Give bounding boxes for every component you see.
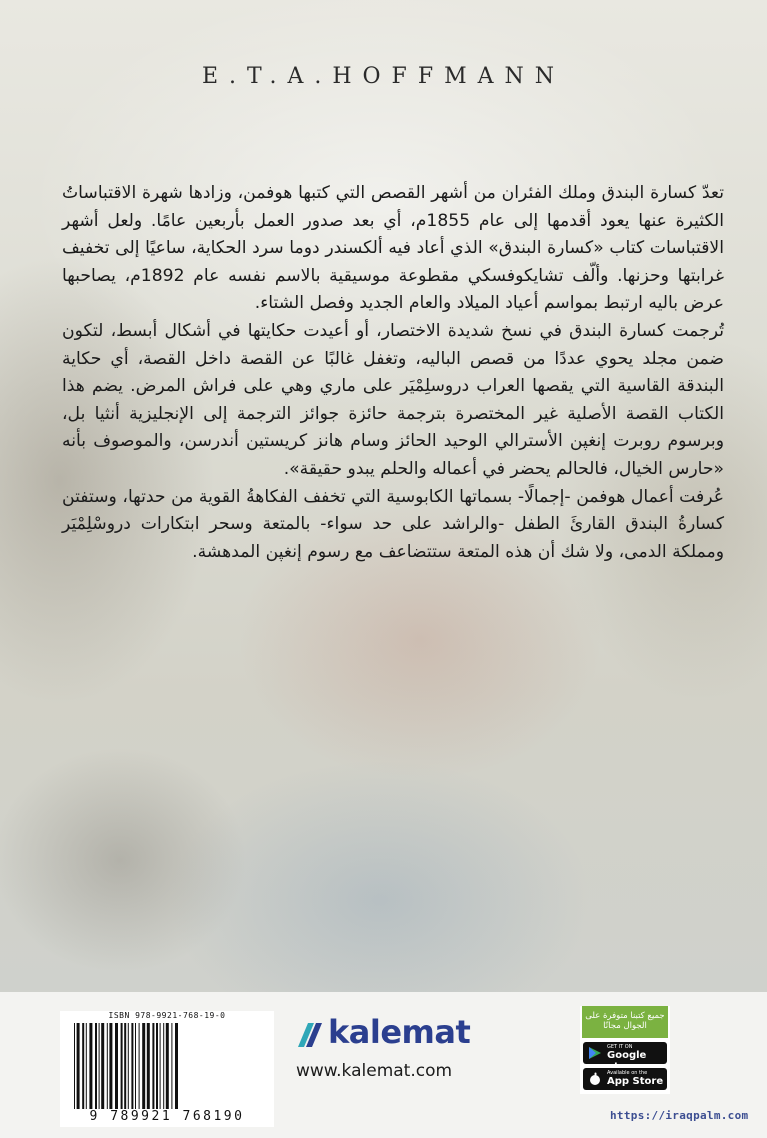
badge-heading: جميع كتبنا متوفرة على الجوال مجانًا: [582, 1006, 668, 1038]
app-store-badge[interactable]: [583, 1068, 667, 1090]
barcode-bar: [135, 1023, 136, 1109]
barcode-bar: [152, 1023, 154, 1109]
app-store-badges: [580, 1006, 670, 1094]
blurb-text: [62, 180, 724, 566]
watermark-url: https://iraqpalm.com: [610, 1109, 749, 1122]
apple-icon: [588, 1072, 602, 1086]
barcode-bar: [147, 1023, 150, 1109]
barcode-bar: [142, 1023, 145, 1109]
google-play-small: GET IT ON: [607, 1044, 633, 1050]
blurb-paragraph-3: عُرفت أعمال هوفمن -إجمالًا- بسماتها الكابوسية التي تخفف الفكاهةُ القوية من حدتها، وستفتن كسارةُ البندق القارئَ الطفل -والراشد على حد سواء- بالمتعة وسحر ابتكارات دروسْلِمْيَر ومملكة الدمى، ولا شك أن هذه المتعة ستتضاعف مع رسوم إنغپن المدهشة.: [62, 486, 724, 562]
logo-mark-icon: [296, 1019, 326, 1049]
barcode-bar: [95, 1023, 97, 1109]
barcode-bar: [101, 1023, 104, 1109]
barcode-bar: [160, 1023, 161, 1109]
barcode-bar: [171, 1023, 172, 1109]
logo-text: kalemat: [328, 1013, 471, 1051]
blurb-paragraph-2: تُرجمت كسارة البندق في نسخ شديدة الاختصار، أو أعيدت حكايتها في أشكال أبسط، لتكون ضمن مجلد يحوي عددًا من قصص الباليه، وتغفل غالبًا عن القصة داخل القصة، أي حكاية البندقة القاسية التي يقصها العراب دروسلِمْيَر على ماري وهي على فراش المرض. يضم هذا الكتاب القصة الأصلية غير المختصرة بترجمة حائزة جوائز الترجمة إلى الإنجليزية أنثيا بل، وبرسوم روبرت إنغپن الأسترالي الوحيد الحائز وسام هانز كريستين أندرسن، والموصوف بأنه «حارس الخيال، فالحالم يحضر في أعماله والحلم يبدو حقيقة».: [62, 320, 724, 479]
isbn-digits: 9 789921 768190: [89, 1109, 245, 1124]
author-name: E.T.A.HOFFMANN: [201, 64, 566, 89]
barcode-bar: [82, 1023, 84, 1109]
google-play-badge[interactable]: [583, 1042, 667, 1064]
blurb-paragraph-1: تعدّ كسارة البندق وملك الفئران من أشهر القصص التي كتبها هوفمن، وزادها شهرة الاقتباساتُ الكثيرة عنها يعود أقدمها إلى عام 1855م، أي بعد صدور العمل بأربعين عامًا. ولعل أشهر الاقتباسات كتاب «كسارة البندق» الذي أعاد فيه ألكسندر دوما سرد الحكاية، ساعيًا إلى تخفيف غرابتها وحزنها. وألّف تشايكوفسكي مقطوعة موسيقية بالاسم نفسه عام 1892م، يصاحبها عرض باليه ارتبط بمواسم أعياد الميلاد والعام الجديد وفصل الشتاء.: [62, 183, 724, 314]
barcode-bar: [128, 1023, 129, 1109]
barcode-bar: [139, 1023, 140, 1109]
google-play-label: Google: [607, 1050, 647, 1061]
publisher-logo: [296, 1013, 471, 1055]
barcode-bar: [77, 1023, 80, 1109]
barcode-bar: [131, 1023, 133, 1109]
barcode-bar: [107, 1023, 108, 1109]
barcode-bar: [175, 1023, 178, 1109]
barcode-bar: [124, 1023, 126, 1109]
barcode-bar: [109, 1023, 112, 1109]
barcode-bar: [89, 1023, 92, 1109]
barcode-bar: [156, 1023, 158, 1109]
barcode-bar: [99, 1023, 100, 1109]
app-store-small: Available on the: [607, 1070, 648, 1076]
barcode-bar: [115, 1023, 118, 1109]
barcode-bar: [121, 1023, 123, 1109]
barcode-bars: [72, 1023, 268, 1109]
publisher-website: www.kalemat.com: [296, 1061, 453, 1081]
isbn-barcode: [60, 1011, 274, 1127]
barcode-bar: [74, 1023, 75, 1109]
barcode-bar: [163, 1023, 164, 1109]
app-store-label: App Store: [607, 1076, 664, 1087]
play-triangle-icon: [588, 1046, 602, 1060]
isbn-label: ISBN 978-9921-768-19-0: [108, 1011, 226, 1020]
barcode-bar: [86, 1023, 87, 1109]
barcode-bar: [166, 1023, 169, 1109]
